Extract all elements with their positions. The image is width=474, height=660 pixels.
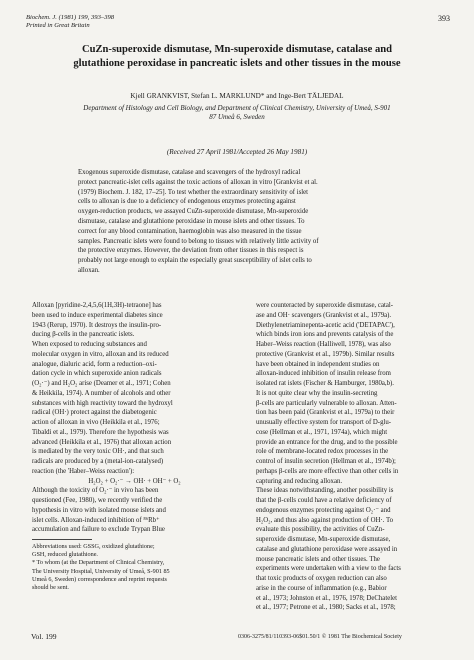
body-line: radical (OH·) protect against the diabetogenic [32, 409, 157, 417]
journal-citation: Biochem. J. (1981) 199, 393–398 [26, 14, 115, 21]
body-line: islet cells. Alloxan-induced inhibition of ⁸⁶Rb⁺ [32, 516, 160, 524]
body-line: evaluate this possibility, the activities of CuZn- [256, 526, 385, 534]
body-line: & Heikkila, 1974). A number of alcohols and other [32, 389, 171, 397]
body-line: endogenous enzymes protecting against O₂·⁻ and [256, 506, 391, 514]
volume-label: Vol. 199 [31, 632, 57, 641]
left-body-1 [32, 301, 237, 477]
body-line: which binds iron ions and prevents catalysis of the [256, 331, 394, 339]
body-line: 1943 (Rerup, 1970). It destroys the insulin-pro- [32, 321, 162, 329]
body-line: were counteracted by superoxide dismutase, catal- [256, 302, 394, 309]
body-line: hypothesis in vitro with isolated mouse islets and [32, 506, 166, 514]
page-number: 393 [438, 14, 450, 23]
printed-in: Printed in Great Britain [26, 22, 90, 30]
abstract [78, 168, 398, 276]
body-line: accumulation and failure to exclude Trypan Blue [32, 526, 165, 534]
abstract-line: dismutase, catalase and glutathione peroxidase in mouse islets and other tissues. To [78, 217, 305, 225]
right-column [256, 301, 461, 613]
footnotes [32, 543, 237, 592]
body-line: have been obtained in independent studies on [256, 360, 380, 368]
body-line: ducing β-cells in the pancreatic islets. [32, 331, 135, 339]
body-line: tion has been paid (Grankvist et al., 1979a) to their [256, 409, 395, 417]
body-line: These ideas notwithstanding, another possibility is [256, 487, 394, 495]
title-line: CuZn-superoxide dismutase, Mn-superoxide dismutase, catalase and [81, 44, 393, 55]
body-line: cose (Hellman et al., 1971, 1974a), which might [256, 428, 388, 436]
body-line: protective (Grankvist et al., 1979b). Similar results [256, 350, 395, 358]
body-line: (O₂·⁻) and H₂O₂ arise (Deamer et al., 1971; Cohen [32, 380, 171, 387]
body-line: that toxic products of oxygen reduction can also [256, 575, 387, 582]
abstract-line: correct for any blood contamination, haemoglobin was also measured in the tissue [78, 227, 302, 235]
abstract-line: oxygen-reduction products, we assayed CuZn-superoxide dismutase, Mn-superoxide [78, 208, 309, 216]
left-column [32, 301, 237, 592]
left-body-2 [32, 486, 237, 535]
abstract-line: cells to alloxan is due to a deficiency of endogenous enzymes protecting against [78, 198, 296, 206]
body-line: been used to induce experimental diabetes since [32, 311, 163, 319]
body-line: dation cycle in which superoxide anion radicals [32, 370, 162, 378]
footnote-line: should be sent. [32, 584, 69, 592]
body-line: arise in the course of inflammation (e.g., Babior [256, 584, 387, 592]
body-line: et al., 1973; Johnston et al., 1976, 1978; DeChatelet [256, 594, 398, 602]
body-line: control of insulin secretion (Hellman et al., 1974b); [256, 458, 396, 465]
body-line: It is not quite clear why the insulin-secreting [256, 389, 378, 397]
body-line: ase and OH· scavengers (Grankvist et al., 1979a). [256, 311, 392, 319]
body-line: action of alloxan in vivo (Heikkila et al., 1976; [32, 419, 160, 426]
body-line: isolated rat islets (Fischer & Hamburger, 1980a,b). [256, 380, 394, 387]
title-line: glutathione peroxidase in pancreatic islets and other tissues in the mouse [73, 57, 401, 69]
abstract-line: probably not large enough to explain the especially great susceptibility of islet cells to [78, 257, 312, 265]
body-line: provide an entrance for the drug, and to the possible [256, 438, 398, 446]
body-line: is mediated by the very toxic OH·, and that such [32, 448, 164, 456]
affiliation [20, 104, 454, 122]
body-line: alloxan-induced inhibition of insulin release from [256, 370, 391, 378]
body-line: Haber–Weiss reaction (Halliwell, 1978), was also [256, 341, 391, 348]
body-line: that the β-cells could have a relative deficiency of [256, 497, 392, 504]
abstract-line: the protective enzymes. However, the deviation from other tissues in this respect is [78, 247, 304, 255]
body-line: superoxide dismutase, Mn-superoxide dismutase, [256, 536, 391, 543]
footnote-line: * To whom (at the Department of Clinical Chemistry, [32, 559, 165, 567]
footnote-line: GSH, reduced glutathione. [32, 551, 98, 559]
abstract-line: alloxan. [78, 266, 100, 274]
footnote-rule [32, 539, 92, 540]
footnote-line: The University Hospital, University of Umeå, S-901 85 [32, 567, 170, 575]
body-line: Tibaldi et al., 1979). Therefore the hypothesis was [32, 428, 169, 436]
haber-weiss-equation: H₂O₂ + O₂·⁻ → OH· + OH⁻ + O₂ [88, 477, 181, 485]
affiliation-line: Department of Histology and Cell Biology, and Department of Clinical Chemistry, University of Umeå, S-901 [83, 104, 391, 112]
body-line: et al., 1977; Petrone et al., 1980; Sacks et al., 1978; [256, 604, 396, 612]
body-line: β-cells are particularly vulnerable to alloxan. Atten- [256, 399, 397, 407]
body-line: advanced (Heikkila et al., 1976) that alloxan action [32, 438, 172, 446]
body-line: catalase and glutathione peroxidase were assayed in [256, 545, 398, 553]
body-line: substances with high reactivity toward the hydroxyl [32, 399, 173, 407]
abstract-line: protect pancreatic-islet cells against the toxic actions of alloxan in vitro [Grankvist et al. [78, 178, 318, 186]
body-line: When exposed to reducing substances and [32, 341, 147, 348]
abstract-line: samples. Pancreatic islets were found to belong to tissues with relatively little activity of [78, 237, 319, 245]
copyright-code: 0306-3275/81/110393-06$01.50/1 © 1981 The Biochemical Society [238, 634, 402, 640]
body-line: perhaps β-cells are more effective than other cells in [256, 467, 399, 475]
running-header [26, 14, 114, 30]
body-line: H₂O₂, and thus also against production of OH·. To [256, 516, 394, 524]
article-title [22, 43, 452, 70]
body-line: Diethylenetriaminepenta-acetic acid ('DETAPAC'), [256, 321, 395, 329]
body-line: radicals are produced by a (metal-ion-catalysed) [32, 458, 164, 465]
body-line: mouse pancreatic islets and other tissues. The [256, 555, 380, 563]
author-list: Kjell GRANKVIST, Stefan L. MARKLUND* and Inge-Bert TÄLJEDAL [130, 92, 344, 100]
abstract-line: Exogenous superoxide dismutase, catalase and scavengers of the hydroxyl radical [78, 169, 301, 176]
footnote-line: Umeå 6, Sweden) correspondence and reprint requests [32, 575, 167, 583]
footnote-line: Abbreviations used: GSSG, oxidized glutathione; [32, 543, 155, 550]
body-line: capturing and reducing alloxan. [256, 477, 343, 485]
body-line: molecular oxygen in vitro, alloxan and its reduced [32, 350, 169, 358]
body-line: Although the toxicity of O₂·⁻ in vivo has been [32, 487, 159, 495]
body-line: experiments were undertaken with a view to the facts [256, 565, 401, 573]
body-line: questioned (Fee, 1980), we recently verified the [32, 497, 163, 504]
abstract-line: (1979) Biochem. J. 182, 17–25]. To test whether the extraordinary sensitivity of islet [78, 188, 309, 196]
body-line: role of membrane-located redox processes in the [256, 448, 389, 456]
body-line: unusually effective system for transport of D-glu- [256, 419, 392, 426]
body-line: Alloxan [pyridine-2,4,5,6(1H,3H)-tetraone] has [32, 302, 162, 309]
body-line: analogue, dialuric acid, form a reduction–oxi- [32, 360, 157, 368]
affiliation-line: 87 Umeå 6, Sweden [209, 113, 265, 121]
received-dates: (Received 27 April 1981/Accepted 26 May 1981) [166, 148, 308, 156]
body-line: reaction (the 'Haber–Weiss reaction'): [32, 467, 135, 475]
